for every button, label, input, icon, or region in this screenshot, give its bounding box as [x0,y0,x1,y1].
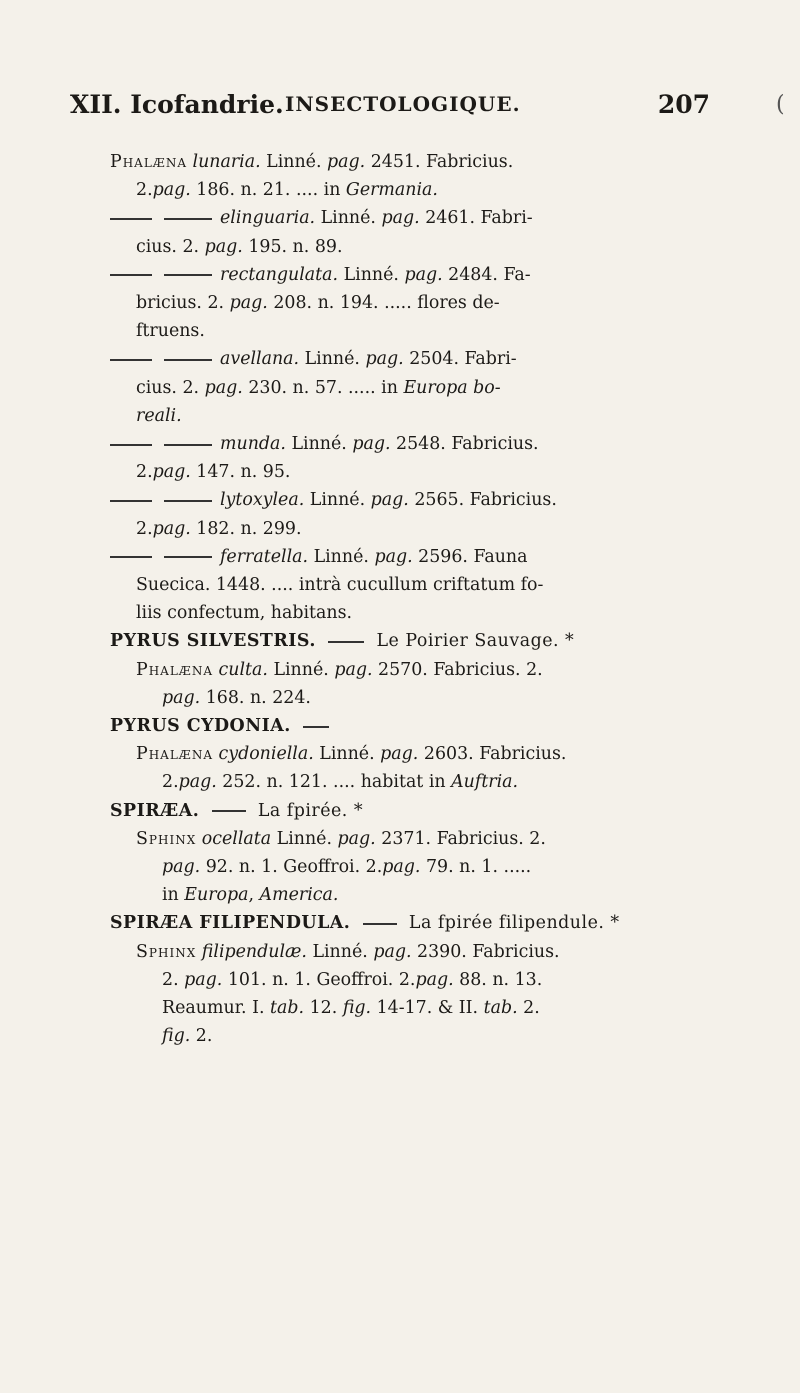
ditto-dash [164,444,212,446]
ditto-dash [110,274,152,276]
text-line: Sphinx ocellata Linné. pag. 2371. Fabricius. 2. [136,828,546,849]
text-line: bricius. 2. pag. 208. n. 194. ..... flores de- [136,293,500,314]
text-line: 2.pag. 252. n. 121. .... habitat in Auftria. [162,772,519,793]
text-line: Phalæna cydoniella. Linné. pag. 2603. Fabricius. [136,744,567,765]
page-body [110,148,670,1051]
ditto-dash [110,218,152,220]
chapter-title: XII. Icofandrie. [70,90,284,119]
text-line: munda. Linné. pag. 2548. Fabricius. [110,430,670,458]
ditto-dash [164,556,212,558]
text-line: in Europa, America. [162,885,339,906]
text-line: Reaumur. I. tab. 12. fig. 14-17. & II. tab. 2. [162,998,540,1019]
ditto-dash [303,726,329,728]
text-line: fig. 2. [162,1026,213,1047]
text-line: 2.pag. 147. n. 95. [136,462,291,483]
text-line: lytoxylea. Linné. pag. 2565. Fabricius. [110,486,670,514]
text-line: elinguaria. Linné. pag. 2461. Fabri- [110,204,670,232]
text-line: avellana. Linné. pag. 2504. Fabri- [110,345,670,373]
ditto-dash [110,444,152,446]
ditto-dash [110,500,152,502]
ditto-dash [110,556,152,558]
ditto-dash [328,641,364,643]
plant-heading: PYRUS CYDONIA. [110,712,670,740]
text-line: Phalæna lunaria. Linné. pag. 2451. Fabricius. [110,152,514,172]
running-header [70,90,710,126]
plant-heading: SPIRÆA. La fpirée. * [110,800,364,821]
ditto-dash [363,923,397,925]
page-number: 207 [657,90,710,119]
ditto-dash [110,359,152,361]
ditto-dash [212,810,246,812]
text-line: cius. 2. pag. 230. n. 57. ..... in Europa bo- [136,377,501,398]
corner-mark: ( [776,92,785,117]
ditto-dash [164,500,212,502]
ditto-dash [164,274,212,276]
text-line: Phalæna culta. Linné. pag. 2570. Fabricius. 2. [136,659,543,680]
ditto-dash [164,218,212,220]
text-line: 2.pag. 182. n. 299. [136,518,302,539]
plant-heading: PYRUS SILVESTRIS. Le Poirier Sauvage. * [110,631,575,652]
text-line: pag. 168. n. 224. [162,687,311,708]
text-line: 2. pag. 101. n. 1. Geoffroi. 2.pag. 88. n. 13. [162,969,543,990]
text-line: reali. [136,405,182,426]
text-line: ferratella. Linné. pag. 2596. Fauna [110,543,670,571]
running-title: INSECTOLOGIQUE. [285,92,521,116]
text-line: pag. 92. n. 1. Geoffroi. 2.pag. 79. n. 1. ..... [162,857,532,878]
text-line: rectangulata. Linné. pag. 2484. Fa- [110,261,670,289]
text-line: 2.pag. 186. n. 21. .... in Germania. [136,180,438,201]
text-line: liis confectum, habitans. [136,603,353,624]
text-line: Sphinx filipendulæ. Linné. pag. 2390. Fabricius. [136,941,560,962]
text-line: ftruens. [136,321,205,342]
ditto-dash [164,359,212,361]
text-line: Suecica. 1448. .... intrà cucullum criftatum fo- [136,575,544,596]
plant-heading: SPIRÆA FILIPENDULA. La fpirée filipendule. * [110,913,620,934]
text-line: cius. 2. pag. 195. n. 89. [136,236,343,257]
